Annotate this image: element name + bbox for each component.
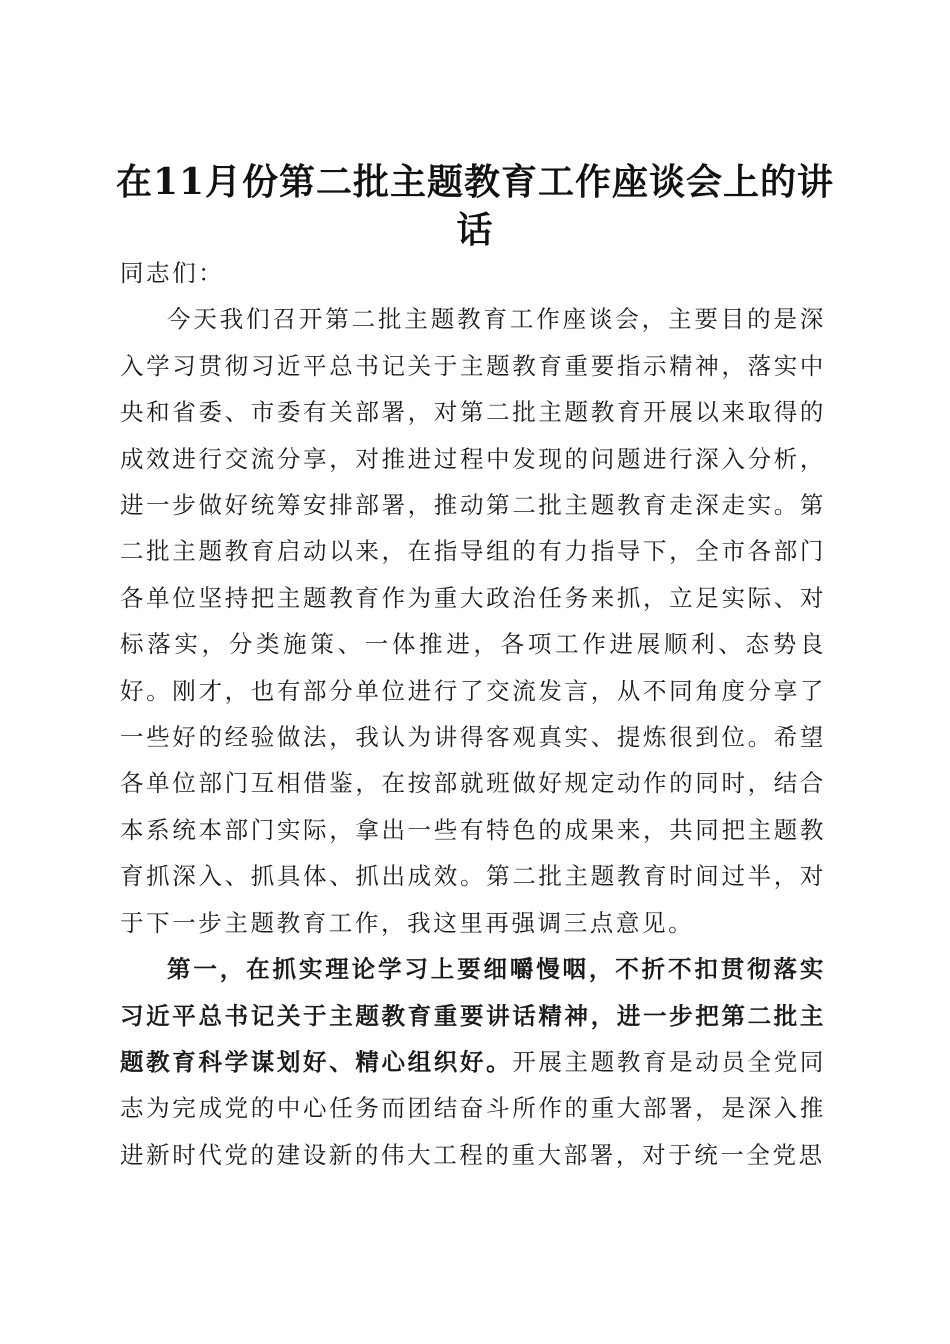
salutation: 同志们： (120, 259, 225, 287)
paragraph-point-one-text: 开展主题教育是动员全党同志为完成党的中心任务而团结奋斗所作的重大部署，是深入推进新时代党的建设新的伟大工程的重大部署，对于统一全党思 (120, 1047, 826, 1169)
document-body (120, 250, 826, 1178)
paragraph-point-one (120, 946, 826, 1178)
paragraph-point-one-lead: 第一，在抓实理论学习上要细嚼慢咽，不折不扣贯彻落实习近平总书记关于主题教育重要讲话精神，进一步把第二批主题教育科学谋划好、精心组织好。 (120, 955, 826, 1076)
paragraph-opening: 今天我们召开第二批主题教育工作座谈会，主要目的是深入学习贯彻习近平总书记关于主题教育重要指示精神，落实中央和省委、市委有关部署，对第二批主题教育开展以来取得的成效进行交流分享，对推进过程中发现的问题进行深入分析，进一步做好统筹安排部署，推动第二批主题教育走深走实。第二批主题教育启动以来，在指导组的有力指导下，全市各部门各单位坚持把主题教育作为重大政治任务来抓，立足实际、对标落实，分类施策、一体推进，各项工作进展顺利、态势良好。刚才，也有部分单位进行了交流发言，从不同角度分享了一些好的经验做法，我认为讲得客观真实、提炼很到位。希望各单位部门互相借鉴，在按部就班做好规定动作的同时，结合本系统本部门实际，拿出一些有特色的成果来，共同把主题教育抓深入、抓具体、抓出成效。第二批主题教育时间过半，对于下一步主题教育工作，我这里再强调三点意见。 (120, 305, 826, 937)
document-title: 在11月份第二批主题教育工作座谈会上的讲话 (115, 161, 835, 252)
